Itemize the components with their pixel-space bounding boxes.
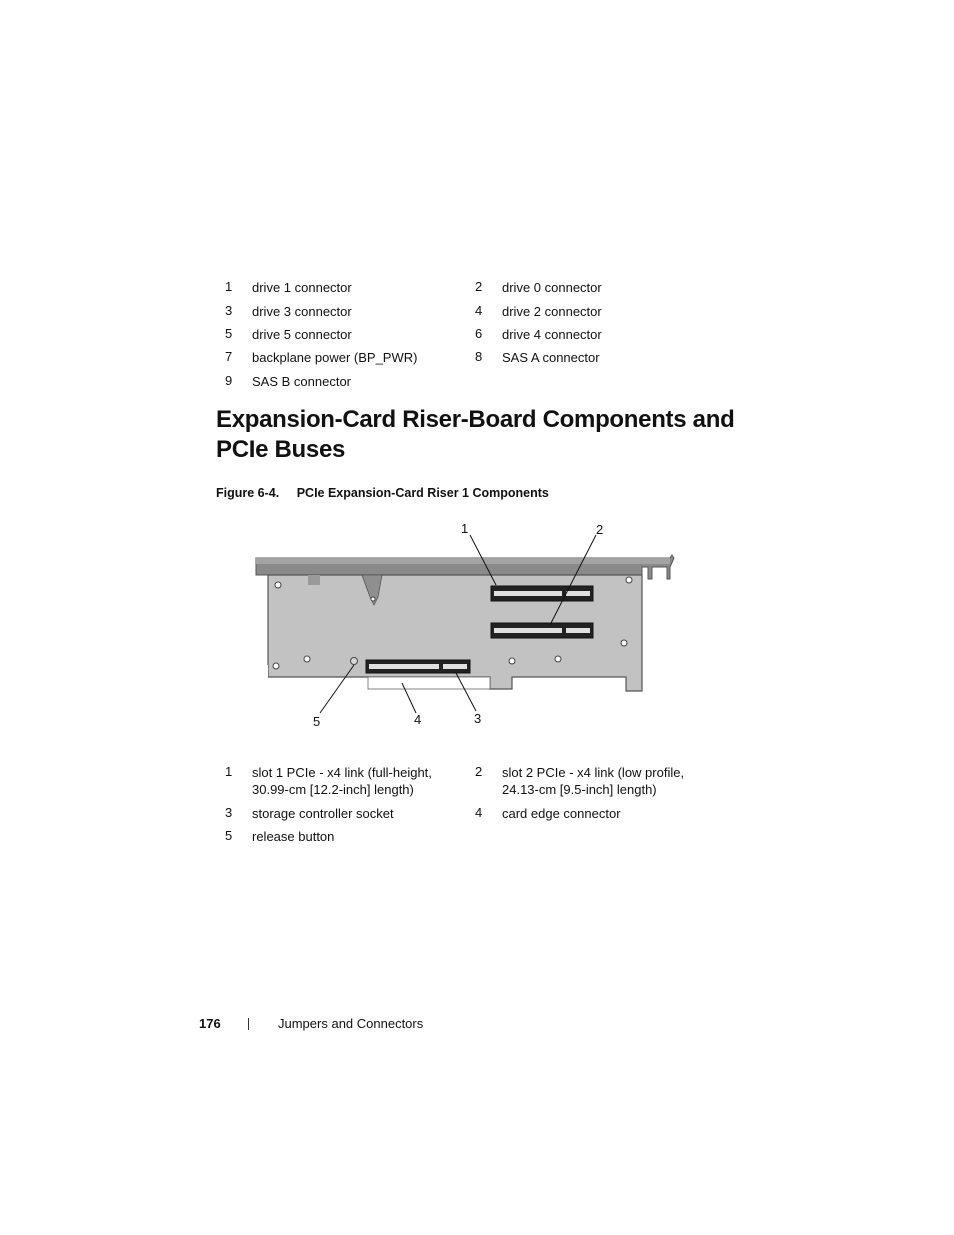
legend-text: slot 1 PCIe - x4 link (full-height, 30.99-cm [12.2-inch] length): [252, 765, 432, 797]
legend-text: drive 3 connector: [252, 304, 352, 319]
footer-section-title: Jumpers and Connectors: [278, 1016, 424, 1031]
callout-2: 2: [596, 522, 604, 537]
legend-number: 5: [225, 828, 233, 843]
section-heading: Expansion-Card Riser-Board Components and PCIe Buses: [216, 406, 735, 463]
legend-number: 1: [225, 764, 233, 779]
legend-number: 9: [225, 373, 233, 388]
release-button: [351, 658, 358, 665]
legend-number: 4: [475, 303, 483, 318]
legend-text: backplane power (BP_PWR): [252, 350, 418, 365]
callout-1: 1: [461, 521, 469, 536]
callout-3: 3: [474, 711, 482, 726]
legend-number: 2: [475, 764, 483, 779]
legend-number: 3: [225, 303, 233, 318]
legend-text: SAS B connector: [252, 374, 351, 389]
legend-text: drive 2 connector: [502, 304, 602, 319]
legend-text: drive 5 connector: [252, 327, 352, 342]
legend-number: 7: [225, 349, 233, 364]
legend-text: SAS A connector: [502, 350, 600, 365]
legend-number: 5: [225, 326, 233, 341]
legend-number: 1: [225, 279, 233, 294]
page-number: 176: [199, 1016, 221, 1031]
card-edge-connector: [368, 677, 490, 689]
figure-caption: [216, 486, 549, 500]
legend-text: slot 2 PCIe - x4 link (low profile, 24.13-cm [9.5-inch] length): [502, 765, 685, 797]
figure-number: Figure 6-4.: [216, 486, 280, 500]
callout-5: 5: [313, 714, 321, 729]
legend-text: drive 0 connector: [502, 280, 602, 295]
storage-controller-socket: [366, 660, 470, 673]
legend-text: drive 1 connector: [252, 280, 352, 295]
slot-2-connector: [491, 623, 593, 638]
legend-text: storage controller socket: [252, 806, 394, 821]
legend-text: drive 4 connector: [502, 327, 602, 342]
riser-board-diagram: [250, 515, 690, 735]
legend-text: release button: [252, 829, 335, 844]
callout-4: 4: [414, 712, 422, 727]
legend-number: 4: [475, 805, 483, 820]
legend-text: card edge connector: [502, 806, 621, 821]
legend-number: 3: [225, 805, 233, 820]
legend-number: 2: [475, 279, 483, 294]
figure-title: PCIe Expansion-Card Riser 1 Components: [296, 486, 549, 500]
footer-divider: [248, 1018, 249, 1030]
legend-number: 6: [475, 326, 483, 341]
legend-number: 8: [475, 349, 483, 364]
slot-1-connector: [491, 586, 593, 601]
